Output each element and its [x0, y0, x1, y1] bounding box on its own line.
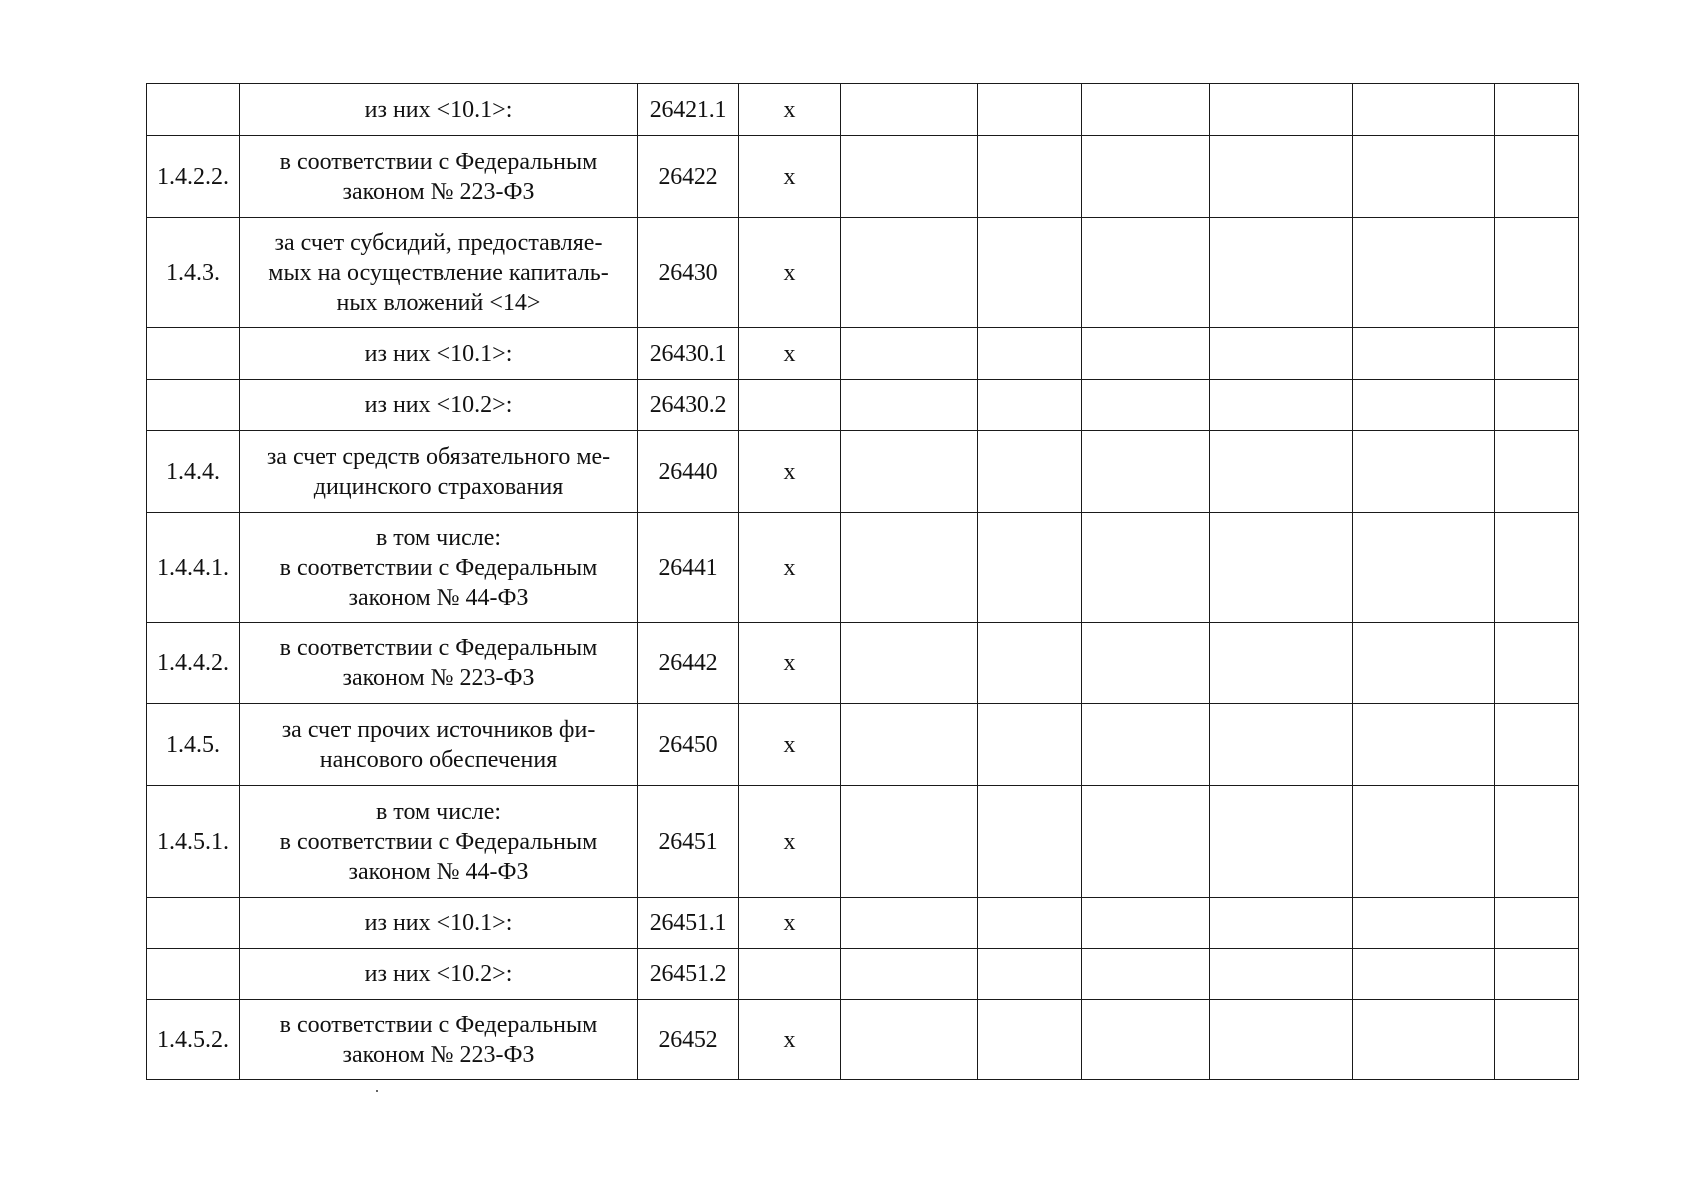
empty-value-cell: [978, 1000, 1082, 1080]
row-mark-cell: x: [739, 328, 841, 380]
empty-value-cell: [841, 704, 978, 786]
table-row: [147, 136, 1579, 218]
row-number-cell: 1.4.5.2.: [147, 1000, 240, 1080]
row-name-line: за счет субсидий, предоставляе-: [274, 229, 603, 256]
empty-value-cell: [1210, 1000, 1353, 1080]
row-name-line: в соответствии с Федеральным: [279, 148, 598, 175]
empty-value-cell: [841, 218, 978, 328]
empty-value-cell: [1495, 623, 1579, 704]
row-name-line: из них <10.1>:: [364, 910, 513, 936]
row-code-cell: 26451: [638, 786, 739, 898]
row-number-cell: 1.4.5.1.: [147, 786, 240, 898]
empty-value-cell: [978, 431, 1082, 513]
empty-value-cell: [1210, 218, 1353, 328]
row-code-cell: 26451.2: [638, 949, 739, 1000]
empty-value-cell: [1082, 623, 1210, 704]
row-code-cell: 26430: [638, 218, 739, 328]
empty-value-cell: [1495, 380, 1579, 431]
row-mark-cell: x: [739, 136, 841, 218]
row-name-cell: [240, 136, 638, 218]
row-name-line: законом № 223-ФЗ: [342, 178, 535, 205]
empty-value-cell: [1210, 328, 1353, 380]
table-row: [147, 898, 1579, 949]
empty-value-cell: [978, 898, 1082, 949]
row-code-cell: 26430.1: [638, 328, 739, 380]
row-name-line: в соответствии с Федеральным: [279, 635, 598, 661]
row-mark-cell: x: [739, 786, 841, 898]
empty-value-cell: [1210, 898, 1353, 949]
row-name-line: в соответствии с Федеральным: [279, 554, 598, 581]
empty-value-cell: [1495, 431, 1579, 513]
row-mark-cell: [739, 380, 841, 431]
empty-value-cell: [978, 949, 1082, 1000]
empty-value-cell: [1353, 1000, 1495, 1080]
row-number-cell: [147, 949, 240, 1000]
empty-value-cell: [841, 513, 978, 623]
row-mark-cell: x: [739, 1000, 841, 1080]
empty-value-cell: [1495, 513, 1579, 623]
empty-value-cell: [1495, 898, 1579, 949]
row-number-cell: 1.4.2.2.: [147, 136, 240, 218]
row-code-cell: 26450: [638, 704, 739, 786]
row-name-cell: [240, 949, 638, 1000]
row-name-cell: [240, 898, 638, 949]
empty-value-cell: [1082, 328, 1210, 380]
row-code-cell: 26422: [638, 136, 739, 218]
empty-value-cell: [1082, 786, 1210, 898]
table-row: [147, 84, 1579, 136]
table-row: [147, 623, 1579, 704]
empty-value-cell: [978, 786, 1082, 898]
row-name-line: из них <10.2>:: [364, 392, 513, 418]
table-row: [147, 704, 1579, 786]
empty-value-cell: [1210, 431, 1353, 513]
row-name-cell: [240, 786, 638, 898]
row-code-cell: 26452: [638, 1000, 739, 1080]
row-name-line: в том числе:: [375, 524, 502, 551]
row-name-line: из них <10.2>:: [364, 961, 513, 987]
row-number-cell: [147, 84, 240, 136]
empty-value-cell: [1353, 949, 1495, 1000]
row-mark-cell: x: [739, 704, 841, 786]
empty-value-cell: [1082, 1000, 1210, 1080]
row-mark-cell: [739, 949, 841, 1000]
document-table: [146, 83, 1579, 1080]
empty-value-cell: [1082, 431, 1210, 513]
row-number-cell: 1.4.4.: [147, 431, 240, 513]
row-mark-cell: x: [739, 513, 841, 623]
row-mark-cell: x: [739, 84, 841, 136]
row-code-cell: 26451.1: [638, 898, 739, 949]
row-mark-cell: x: [739, 898, 841, 949]
row-name-line: мых на осуществление капиталь-: [268, 259, 609, 286]
row-number-cell: [147, 380, 240, 431]
empty-value-cell: [1495, 84, 1579, 136]
row-code-cell: 26442: [638, 623, 739, 704]
empty-value-cell: [1210, 380, 1353, 431]
row-name-line: в соответствии с Федеральным: [279, 1011, 598, 1038]
row-name-cell: [240, 328, 638, 380]
row-name-cell: [240, 1000, 638, 1080]
empty-value-cell: [1082, 949, 1210, 1000]
stray-dot: [376, 1090, 378, 1092]
empty-value-cell: [1210, 949, 1353, 1000]
empty-value-cell: [1353, 84, 1495, 136]
row-mark-cell: x: [739, 431, 841, 513]
empty-value-cell: [1353, 704, 1495, 786]
empty-value-cell: [1353, 328, 1495, 380]
row-name-line: законом № 223-ФЗ: [342, 665, 535, 691]
row-name-line: за счет прочих источников фи-: [281, 716, 596, 743]
row-number-cell: 1.4.3.: [147, 218, 240, 328]
empty-value-cell: [841, 136, 978, 218]
table-row: [147, 786, 1579, 898]
empty-value-cell: [1082, 380, 1210, 431]
row-code-cell: 26441: [638, 513, 739, 623]
empty-value-cell: [1210, 786, 1353, 898]
row-name-cell: [240, 380, 638, 431]
row-name-cell: [240, 623, 638, 704]
row-code-cell: 26430.2: [638, 380, 739, 431]
empty-value-cell: [841, 786, 978, 898]
empty-value-cell: [978, 136, 1082, 218]
empty-value-cell: [841, 328, 978, 380]
empty-value-cell: [1353, 786, 1495, 898]
empty-value-cell: [978, 513, 1082, 623]
empty-value-cell: [1353, 623, 1495, 704]
empty-value-cell: [1353, 380, 1495, 431]
empty-value-cell: [1210, 623, 1353, 704]
table-row: [147, 218, 1579, 328]
empty-value-cell: [1495, 136, 1579, 218]
empty-value-cell: [1082, 704, 1210, 786]
empty-value-cell: [1353, 218, 1495, 328]
empty-value-cell: [841, 84, 978, 136]
empty-value-cell: [1210, 136, 1353, 218]
row-name-cell: [240, 84, 638, 136]
row-name-cell: [240, 431, 638, 513]
empty-value-cell: [1495, 786, 1579, 898]
row-name-line: за счет средств обязательного ме-: [266, 443, 611, 470]
empty-value-cell: [841, 623, 978, 704]
empty-value-cell: [1082, 84, 1210, 136]
empty-value-cell: [1495, 328, 1579, 380]
row-code-cell: 26440: [638, 431, 739, 513]
table-row: [147, 328, 1579, 380]
empty-value-cell: [1353, 136, 1495, 218]
row-name-cell: [240, 513, 638, 623]
row-name-cell: [240, 704, 638, 786]
empty-value-cell: [978, 328, 1082, 380]
row-name-line: из них <10.1>:: [364, 96, 513, 123]
empty-value-cell: [1495, 704, 1579, 786]
empty-value-cell: [841, 1000, 978, 1080]
row-name-line: законом № 44-ФЗ: [348, 584, 529, 611]
row-name-line: дицинского страхования: [313, 473, 564, 500]
empty-value-cell: [1210, 513, 1353, 623]
empty-value-cell: [1082, 898, 1210, 949]
table-row: [147, 949, 1579, 1000]
row-name-cell: [240, 218, 638, 328]
table-row: [147, 431, 1579, 513]
empty-value-cell: [978, 218, 1082, 328]
empty-value-cell: [1353, 513, 1495, 623]
empty-value-cell: [1082, 136, 1210, 218]
table-row: [147, 380, 1579, 431]
row-number-cell: 1.4.5.: [147, 704, 240, 786]
row-number-cell: [147, 328, 240, 380]
table-row: [147, 1000, 1579, 1080]
empty-value-cell: [1495, 1000, 1579, 1080]
empty-value-cell: [841, 949, 978, 1000]
empty-value-cell: [841, 431, 978, 513]
row-name-line: в том числе:: [375, 798, 502, 825]
empty-value-cell: [1210, 704, 1353, 786]
empty-value-cell: [1495, 949, 1579, 1000]
row-number-cell: 1.4.4.2.: [147, 623, 240, 704]
empty-value-cell: [1353, 431, 1495, 513]
row-mark-cell: x: [739, 218, 841, 328]
row-name-line: ных вложений <14>: [336, 289, 541, 316]
table-body: [147, 84, 1579, 1080]
row-name-line: законом № 223-ФЗ: [342, 1041, 535, 1068]
row-number-cell: 1.4.4.1.: [147, 513, 240, 623]
row-name-line: из них <10.1>:: [364, 340, 513, 367]
empty-value-cell: [1353, 898, 1495, 949]
row-code-cell: 26421.1: [638, 84, 739, 136]
empty-value-cell: [978, 84, 1082, 136]
row-name-line: в соответствии с Федеральным: [279, 828, 598, 855]
empty-value-cell: [1495, 218, 1579, 328]
table-row: [147, 513, 1579, 623]
row-name-line: нансового обеспечения: [319, 746, 558, 773]
row-name-line: законом № 44-ФЗ: [348, 858, 529, 885]
empty-value-cell: [841, 898, 978, 949]
empty-value-cell: [978, 704, 1082, 786]
row-mark-cell: x: [739, 623, 841, 704]
empty-value-cell: [1082, 513, 1210, 623]
empty-value-cell: [1082, 218, 1210, 328]
empty-value-cell: [841, 380, 978, 431]
empty-value-cell: [1210, 84, 1353, 136]
empty-value-cell: [978, 380, 1082, 431]
empty-value-cell: [978, 623, 1082, 704]
row-number-cell: [147, 898, 240, 949]
